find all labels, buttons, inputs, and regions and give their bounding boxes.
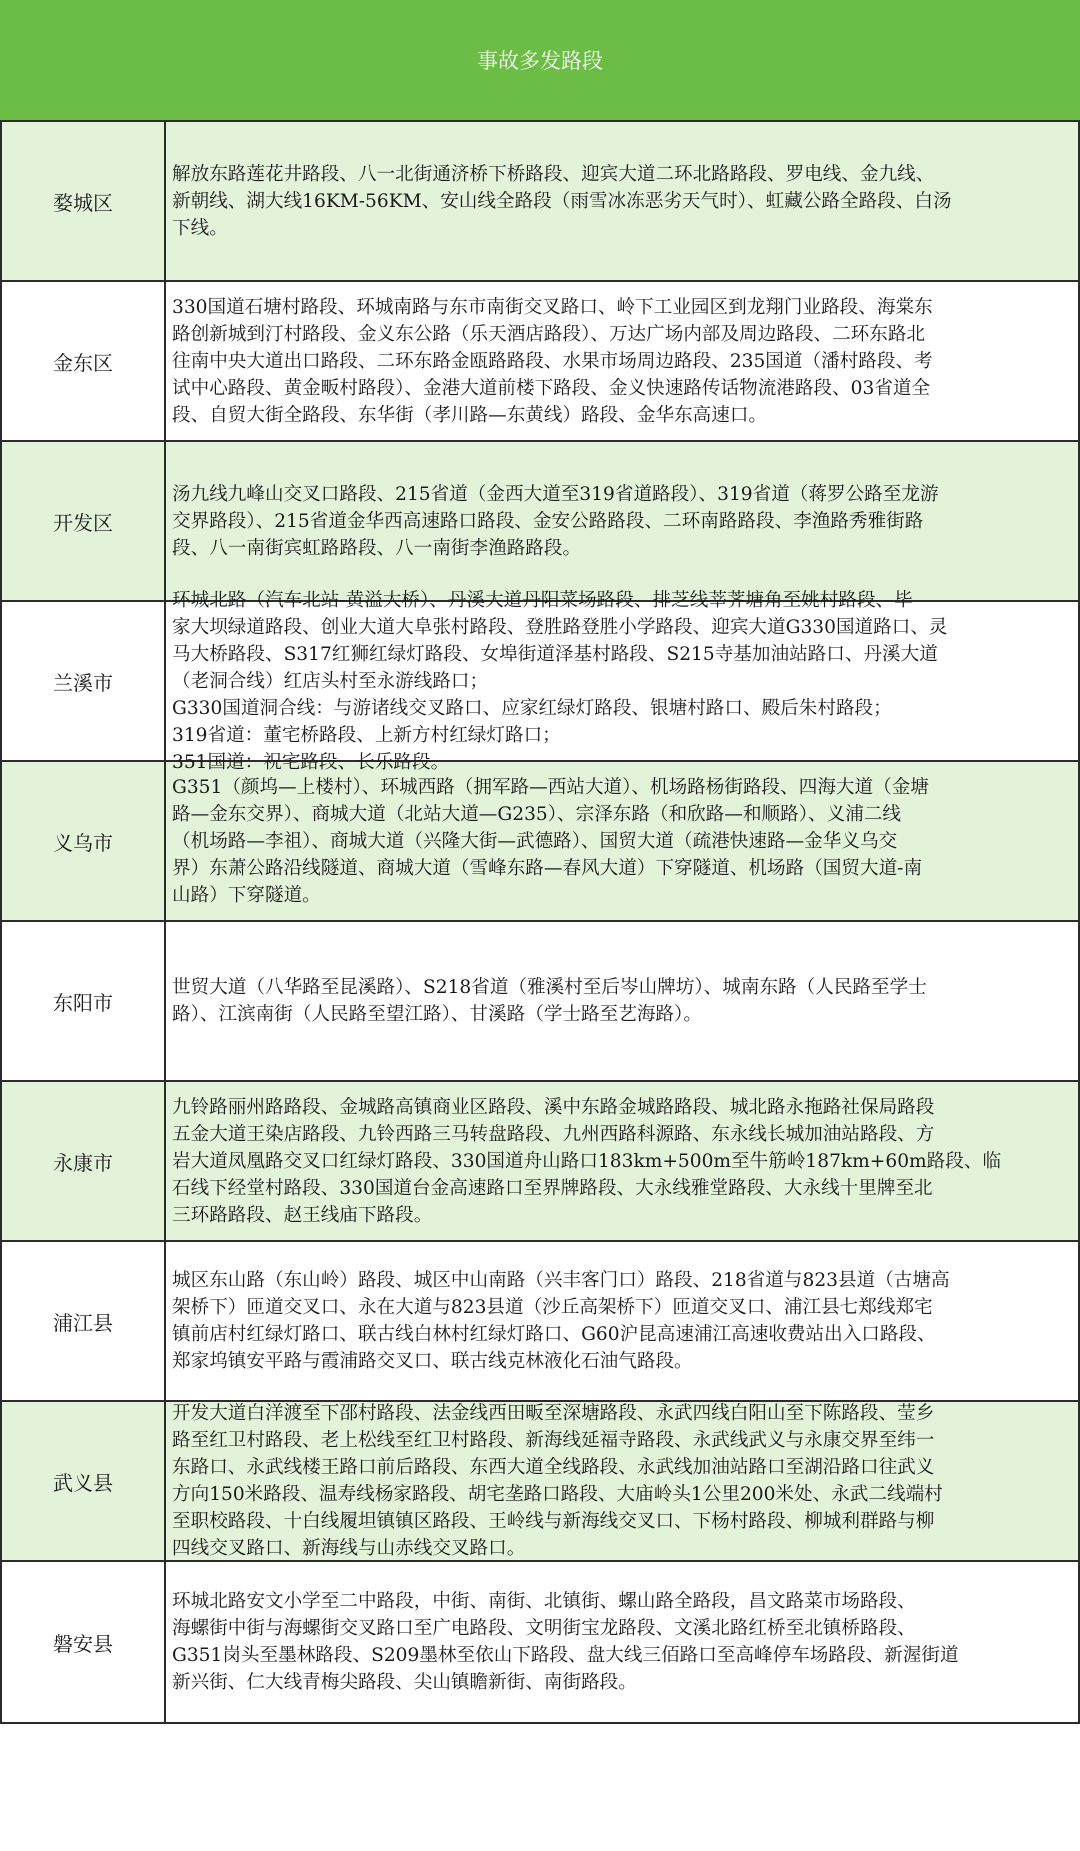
district-name: 东阳市	[53, 990, 113, 1015]
roads-line: 环城北路（汽车北站-黄溢大桥）、丹溪大道丹阳菜场路段、排芝线莘荠塘角至姚村路段、毕	[172, 589, 913, 611]
district-name: 武义县	[53, 1470, 113, 1495]
roads-line: G330国道洞合线：与游诸线交叉路口、应家红绿灯路段、银塘村路口、殿后朱村路段；	[172, 697, 892, 719]
roads-line: 海螺街中街与海螺街交叉路口至广电路段、文明街宝龙路段、文溪北路红桥至北镇桥路段、	[172, 1618, 916, 1639]
table-row	[2, 589, 1078, 773]
roads-cell	[166, 1402, 1078, 1560]
roads-cell	[166, 1082, 1078, 1240]
roads-line: 方向150米路段、温寿线杨家路段、胡宅垄路口路段、大庙岭头1公里200米处、永武二线端村	[172, 1484, 943, 1505]
district-name: 义乌市	[53, 830, 113, 855]
roads-line: 351国道：祝宅路段、长乐路段。	[172, 751, 450, 773]
roads-line: 界）东萧公路沿线隧道、商城大道（雪峰东路—春风大道）下穿隧道、机场路（国贸大道-南	[172, 857, 923, 879]
roads-text	[172, 1400, 1072, 1562]
table-row	[2, 282, 1078, 442]
roads-line: 山路）下穿隧道。	[172, 884, 321, 906]
roads-line: 环城北路安文小学至二中路段，中街、南街、北镇街、螺山路全路段，昌文路菜市场路段、	[172, 1591, 916, 1612]
roads-line: 东路口、永武线楼王路口前后路段、东西大道全线路段、永武线加油站路口至湖沿路口往武义	[172, 1457, 935, 1478]
roads-line: 新朝线、湖大线16KM-56KM、安山线全路段（雨雪冰冻恶劣天气时）、虹藏公路全路段、白汤	[172, 190, 952, 212]
roads-text	[172, 1588, 1072, 1696]
table-row	[2, 442, 1078, 602]
table-header	[0, 0, 1080, 122]
table-row	[2, 1242, 1078, 1402]
roads-line: 镇前店村红绿灯路口、联古线白林村红绿灯路口、G60沪昆高速浦江高速收费站出入口路段、	[172, 1324, 936, 1345]
roads-cell	[166, 589, 1078, 773]
district-name: 开发区	[53, 510, 113, 535]
roads-line: 九铃路丽州路路段、金城路高镇商业区路段、溪中东路金城路路段、城北路永拖路社保局路段	[172, 1096, 935, 1118]
roads-line: 路）、江滨南街（人民路至望江路）、甘溪路（学士路至艺海路）。	[172, 1004, 702, 1025]
table-row	[2, 762, 1078, 922]
roads-line: G351岗头至墨林路段、S209墨林至依山下路段、盘大线三佰路口至高峰停车场路段、新渥街道	[172, 1645, 959, 1666]
roads-line: 四线交叉路口、新海线与山赤线交叉路口。	[172, 1538, 526, 1559]
roads-text	[172, 294, 1072, 429]
district-name: 兰溪市	[53, 670, 113, 695]
roads-line: 330国道石塘村路段、环城南路与东市南街交叉路口、岭下工业园区到龙翔门业路段、海棠东	[172, 296, 933, 318]
table-row	[2, 1562, 1078, 1724]
district-cell	[2, 762, 166, 920]
roads-line: 路创新城到汀村路段、金义东公路（乐天酒店路段）、万达广场内部及周边路段、二环东路北	[172, 323, 926, 345]
roads-line: 段、八一南街宾虹路路段、八一南街李渔路路段。	[172, 537, 582, 559]
roads-line: G351（颜坞—上楼村）、环城西路（拥军路—西站大道）、机场路杨街路段、四海大道（金塘	[172, 776, 929, 798]
district-name: 浦江县	[53, 1310, 113, 1335]
roads-line: 至职校路段、十白线履坦镇镇区路段、王岭线与新海线交叉口、下杨村路段、柳城利群路与柳	[172, 1511, 935, 1532]
roads-line: 石线下经堂村路段、330国道台金高速路口至界牌路段、大永线雅堂路段、大永线十里牌至北	[172, 1177, 933, 1199]
roads-line: 段、自贸大街全路段、东华街（孝川路—东黄线）路段、金华东高速口。	[172, 404, 768, 426]
roads-text	[172, 587, 1072, 776]
roads-line: 交界路段）、215省道金华西高速路口路段、金安公路路段、二环南路路段、李渔路秀雅街路	[172, 510, 924, 532]
roads-text	[172, 974, 1072, 1028]
roads-line: 世贸大道（八华路至昆溪路）、S218省道（雅溪村至后岑山牌坊）、城南东路（人民路至学士	[172, 977, 927, 998]
district-cell	[2, 1562, 166, 1722]
table-row	[2, 922, 1078, 1082]
table-row	[2, 122, 1078, 282]
roads-line: 架桥下）匝道交叉口、永在大道与823县道（沙丘高架桥下）匝道交叉口、浦江县七郑线郑宅	[172, 1297, 933, 1318]
table-body	[0, 122, 1080, 1724]
roads-text	[172, 1094, 1072, 1229]
district-name: 永康市	[53, 1150, 113, 1175]
roads-line: 路至红卫村路段、老上松线至红卫村路段、新海线延福寺路段、永武线武义与永康交界至纬一	[172, 1430, 935, 1451]
table-title: 事故多发路段	[477, 49, 603, 73]
roads-line: 路—金东交界）、商城大道（北站大道—G235）、宗泽东路（和欣路—和顺路）、义浦二线	[172, 803, 902, 825]
district-cell	[2, 602, 166, 760]
roads-cell	[166, 762, 1078, 920]
district-cell	[2, 442, 166, 600]
roads-text	[172, 161, 1072, 242]
roads-cell	[166, 442, 1078, 600]
roads-line: 五金大道王染店路段、九铃西路三马转盘路段、九州西路科源路、东永线长城加油站路段、方	[172, 1123, 935, 1145]
roads-cell	[166, 1562, 1078, 1722]
roads-line: （老洞合线）红店头村至永游线路口；	[172, 670, 489, 692]
roads-line: 试中心路段、黄金畈村路段）、金港大道前楼下路段、金义快速路传话物流港路段、03省道全	[172, 377, 931, 399]
district-name: 婺城区	[53, 190, 113, 215]
district-cell	[2, 922, 166, 1080]
roads-text	[172, 481, 1072, 562]
roads-line: 三环路路段、赵王线庙下路段。	[172, 1204, 433, 1226]
roads-line: 往南中央大道出口路段、二环东路金瓯路路段、水果市场周边路段、235国道（潘村路段、考	[172, 350, 933, 372]
roads-cell	[166, 122, 1078, 280]
table-row	[2, 1082, 1078, 1242]
roads-cell	[166, 282, 1078, 440]
roads-line: 开发大道白洋渡至下邵村路段、法金线西田畈至深塘路段、永武四线白阳山至下陈路段、莹乡	[172, 1403, 935, 1424]
roads-text	[172, 774, 1072, 909]
roads-line: 家大坝绿道路段、创业大道大阜张村路段、登胜路登胜小学路段、迎宾大道G330国道路口、灵	[172, 616, 948, 638]
roads-line: 解放东路莲花井路段、八一北街通济桥下桥路段、迎宾大道二环北路路段、罗电线、金九线、	[172, 163, 935, 185]
district-cell	[2, 1242, 166, 1400]
roads-line: 下线。	[172, 217, 228, 239]
district-cell	[2, 122, 166, 280]
roads-line: 岩大道凤凰路交叉口红绿灯路段、330国道舟山路口183km+500m至牛筋岭187km+60m路段、临	[172, 1150, 1002, 1172]
roads-line: 319省道：董宅桥路段、上新方村红绿灯路口；	[172, 724, 561, 746]
district-cell	[2, 1082, 166, 1240]
district-name: 磐安县	[53, 1631, 113, 1656]
roads-line: 马大桥路段、S317红狮红绿灯路段、女埠街道泽基村路段、S215寺基加油站路口、丹溪大道	[172, 643, 938, 665]
district-name: 金东区	[53, 350, 113, 375]
roads-line: 城区东山路（东山岭）路段、城区中山南路（兴丰客门口）路段、218省道与823县道（古塘高	[172, 1270, 950, 1291]
roads-cell	[166, 1242, 1078, 1400]
roads-line: （机场路—李祖）、商城大道（兴隆大街—武德路）、国贸大道（疏港快速路—金华义乌交	[172, 830, 898, 852]
roads-cell	[166, 922, 1078, 1080]
roads-line: 新兴街、仁大线青梅尖路段、尖山镇瞻新街、南街路段。	[172, 1672, 637, 1693]
roads-line: 汤九线九峰山交叉口路段、215省道（金西大道至319省道路段）、319省道（蒋罗公路至龙游	[172, 483, 939, 505]
roads-line: 郑家坞镇安平路与霞浦路交叉口、联古线克林液化石油气路段。	[172, 1351, 693, 1372]
table-row	[2, 1402, 1078, 1562]
roads-text	[172, 1267, 1072, 1375]
district-cell	[2, 1402, 166, 1560]
district-cell	[2, 282, 166, 440]
